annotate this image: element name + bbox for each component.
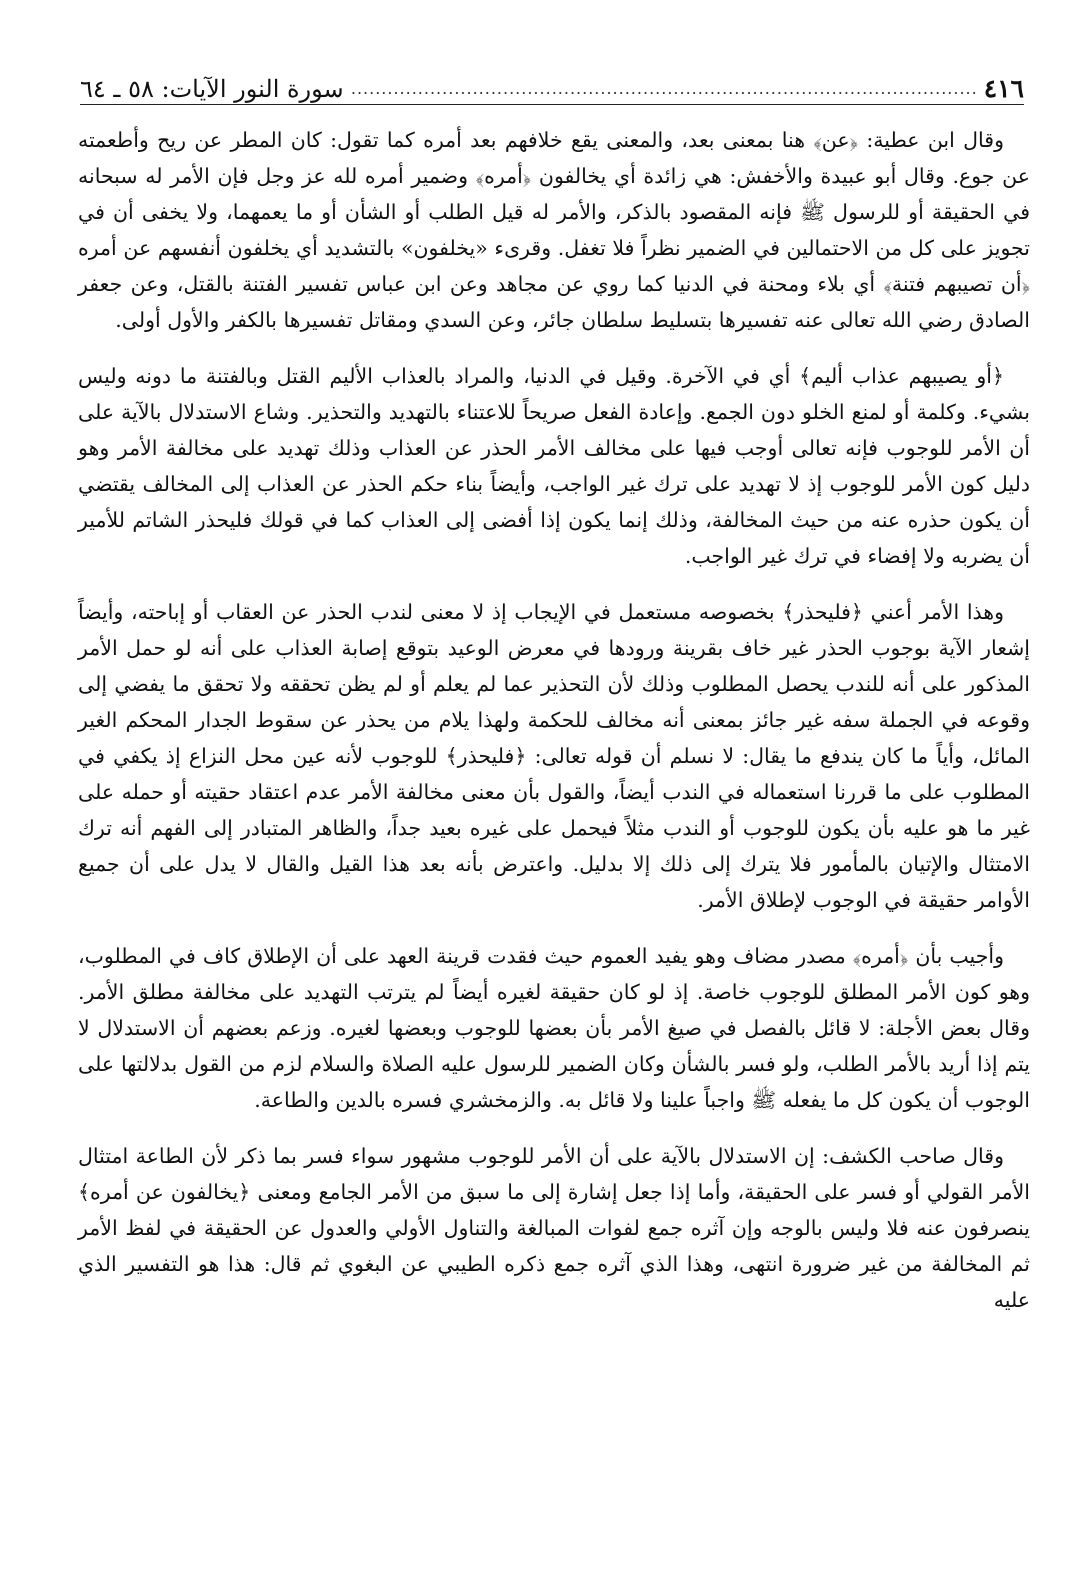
- paragraph-ibn-atiyya: وقال ابن عطية: ﴿عن﴾ هنا بمعنى بعد، والمعنى يقع خلافهم بعد أمره كما تقول: كان المطر عن ريح وأطعمته عن جوع. وقال أبو عبيدة والأخفش: هي زائدة أي يخالفون ﴿أمره﴾ وضمير أمره لله عز وجل فإن الأمر له سبحانه في الحقيقة أو للرسول ﷺ فإنه المقصود بالذكر، والأمر له قيل الطلب أو الشأن أو ما يعمهما، ولا يخفى أن في تجويز على كل من الاحتمالين في الضمير نظراً فلا تغفل. وقرىء «يخلفون» بالتشديد أي يخلفون أنفسهم عن أمره ﴿أن تصيبهم فتنة﴾ أي بلاء ومحنة في الدنيا كما روي عن مجاهد وعن ابن عباس تفسير الفتنة بالقتل، وعن جعفر الصادق رضي الله تعالى عنه تفسيرها بتسليط سلطان جائر، وعن السدي ومقاتل تفسيرها بالكفر والأول أولى.: [78, 128, 1030, 332]
- paragraph-answer: وأجيب بأن ﴿أمره﴾ مصدر مضاف وهو يفيد العموم حيث فقدت قرينة العهد على أن الإطلاق كاف في المطلوب، وهو كون الأمر المطلق للوجوب خاصة. إذ لو كان حقيقة لغيره أيضاً لم يترتب التهديد على مخالفة مطلق الأمر. وقال بعض الأجلة: لا قائل بالفصل في صيغ الأمر بأن بعضها للوجوب وبعضها لغيره. وزعم بعضهم أن الاستدلال لا يتم إذا أريد بالأمر الطلب، ولو فسر بالشأن وكان الضمير للرسول عليه الصلاة والسلام لزم من القول بدلالتها على الوجوب أن يكون كل ما يفعله ﷺ واجباً علينا ولا قائل به. والزمخشري فسره بالدين والطاعة.: [78, 944, 1030, 1112]
- running-title: سورة النور الآيات: ٥٨ ـ ٦٤: [80, 75, 344, 103]
- page-number: ٤١٦: [983, 74, 1024, 103]
- paragraph-painful-punishment: ﴿أو يصيبهم عذاب أليم﴾ أي في الآخرة. وقيل في الدنيا، والمراد بالعذاب الأليم القتل وبالفتنة ما دونه وليس بشيء. وكلمة أو لمنع الخلو دون الجمع. وإعادة الفعل صريحاً للاعتناء بالتهديد والتحذير. وشاع الاستدلال بالآية على أن الأمر للوجوب فإنه تعالى أوجب فيها على مخالف الأمر الحذر عن العذاب وذلك تهديد على مخالفة الأمر وهو دليل كون الأمر للوجوب إذ لا تهديد على ترك غير الواجب، وأيضاً بناء حكم الحذر عن العذاب إلى المخالف يقتضي أن يكون حذره عنه من حيث المخالفة، وذلك إنما يكون إذا أفضى إلى العذاب كما في قولك فليحذر الشاتم للأمير أن يضربه ولا إفضاء في ترك غير الواجب.: [78, 364, 1030, 568]
- header-dot-leader: [350, 74, 978, 104]
- paragraph-let-them-beware: وهذا الأمر أعني ﴿فليحذر﴾ بخصوصه مستعمل في الإيجاب إذ لا معنى لندب الحذر عن العقاب أو إباحته، وأيضاً إشعار الآية بوجوب الحذر غير خاف بقرينة ورودها في معرض الوعيد بتوقع إصابة العذاب على أنه لو حمل الأمر المذكور على أنه للندب يحصل المطلوب وذلك لأن التحذير عما لم يعلم أو لم يظن تحققه ولا تحقق ما يفضي إلى وقوعه في الجملة سفه غير جائز بمعنى أنه مخالف للحكمة ولهذا يلام من يحذر عن سقوط الجدار المحكم الغير المائل، وأياً ما كان يندفع ما يقال: لا نسلم أن قوله تعالى: ﴿فليحذر﴾ للوجوب لأنه عين محل النزاع إذ يكفي في المطلوب على ما قررنا استعماله في الندب أيضاً، والقول بأن معنى مخالفة الأمر عدم اعتقاد حقيته أو حمله على غير ما هو عليه بأن يكون للوجوب أو الندب مثلاً فيحمل على غيره بعيد جداً، والظاهر المتبادر إلى الفهم أنه ترك الامتثال والإتيان بالمأمور فلا يترك إلى ذلك إلا بدليل. واعترض بأنه بعد هذا القيل والقال لا يدل على أن جميع الأوامر حقيقة في الوجوب لإطلاق الأمر.: [78, 600, 1030, 912]
- main-text: [78, 122, 1030, 1318]
- page-header: [80, 70, 1024, 105]
- paragraph-kashf: وقال صاحب الكشف: إن الاستدلال بالآية على أن الأمر للوجوب مشهور سواء فسر بما ذكر لأن الطاعة امتثال الأمر القولي أو فسر على الحقيقة، وأما إذا جعل إشارة إلى ما سبق من الأمر الجامع ومعنى ﴿يخالفون عن أمره﴾ ينصرفون عنه فلا وليس بالوجه وإن آثره جمع لفوات المبالغة والتناول الأولي والعدول عن الحقيقة في لفظ الأمر ثم المخالفة من غير ضرورة انتهى، وهذا الذي آثره جمع ذكره الطيبي عن البغوي ثم قال: هذا هو التفسير الذي عليه: [78, 1144, 1030, 1312]
